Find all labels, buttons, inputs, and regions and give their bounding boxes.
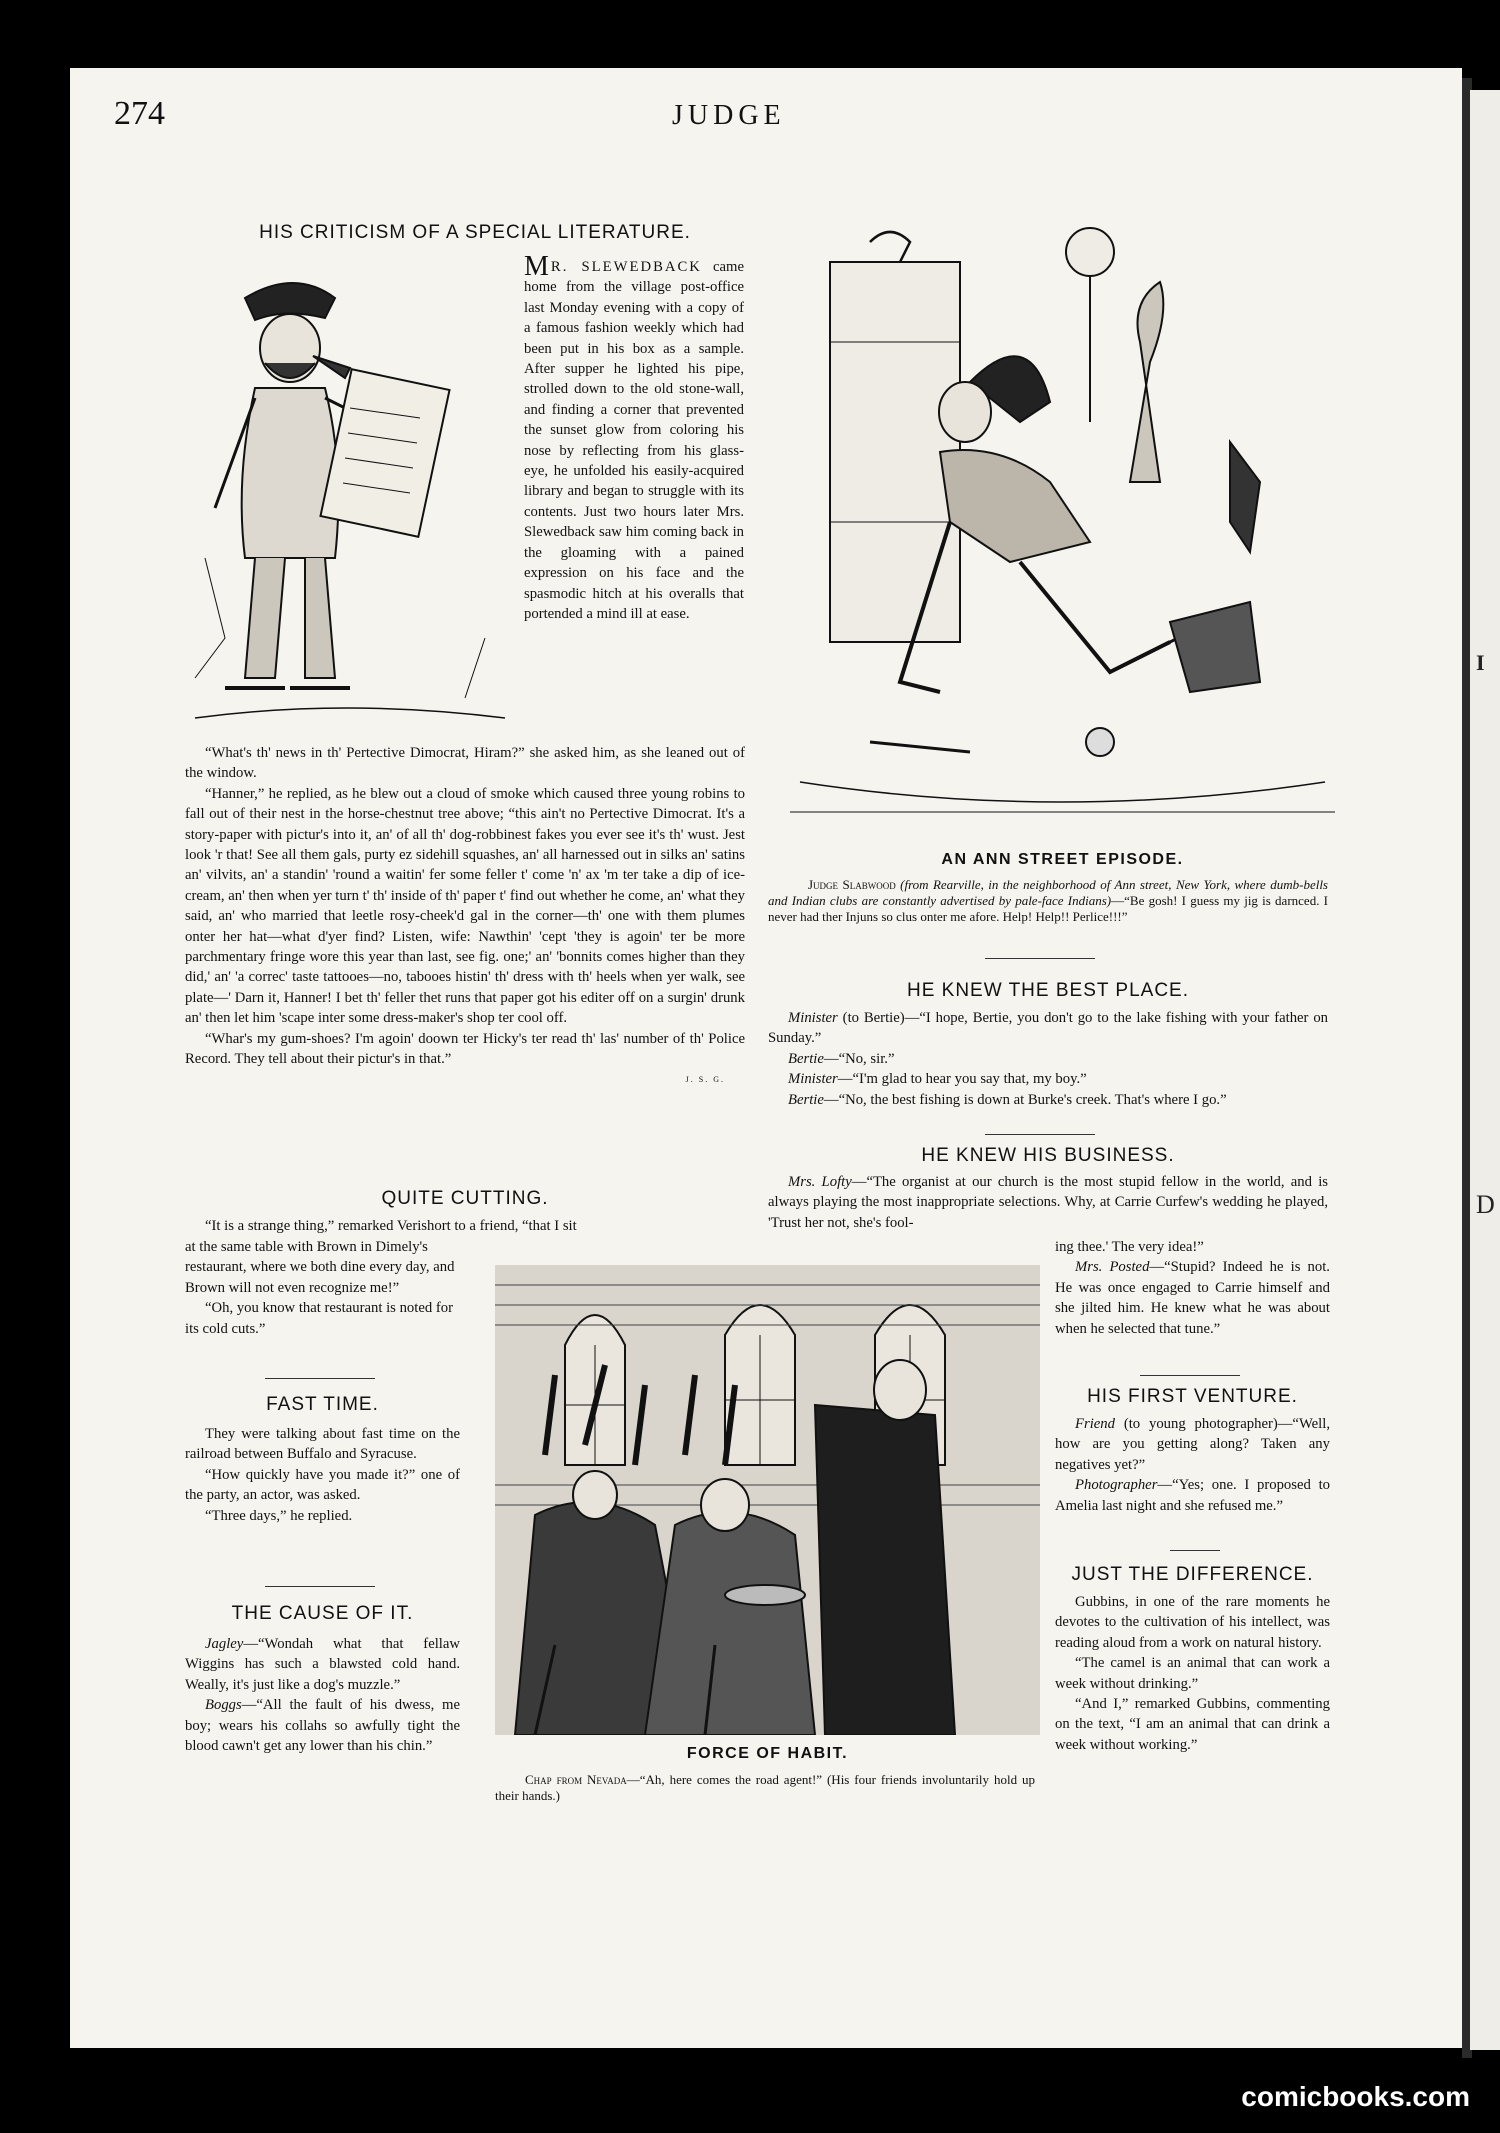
cause-line1: —“Wondah what that fellaw Wiggins has such a blawsted cold hand. Weally, it's just like a dog's muzzle.” — [185, 1636, 460, 1693]
criticism-p1: “What's th' news in th' Pertective Dimocrat, Hiram?” she asked him, as she leaned out of the window. — [185, 745, 745, 782]
ann-street-caption-title: AN ANN STREET EPISODE. — [941, 851, 1184, 868]
best-place-s1: Minister — [788, 1010, 838, 1026]
venture-l1: (to young photographer)—“Well, how are you getting along? Taken any negatives yet?” — [1055, 1416, 1330, 1473]
masthead: JUDGE — [672, 100, 786, 131]
best-place-l3: —“I'm glad to hear you say that, my boy.” — [837, 1071, 1087, 1088]
cause-body — [185, 1634, 460, 1756]
business-l1a: —“The organist at our church is the most stupid fellow in the world, and is always playing the most inappropriate selections. Why, at Carrie Curfew's wedding he played, 'Trust her not, she's fool- — [768, 1174, 1329, 1231]
fast-time-p1: They were talking about fast time on the railroad between Buffalo and Syracuse. — [185, 1426, 460, 1463]
divider — [265, 1586, 375, 1587]
cutting-line1 — [185, 1216, 745, 1236]
difference-body — [1055, 1592, 1330, 1755]
business-body — [1055, 1237, 1330, 1339]
ann-street-drawing — [790, 222, 1335, 832]
difference-p3: “And I,” remarked Gubbins, commenting on the text, “I am an animal that can drink a week without working.” — [1055, 1696, 1330, 1753]
cutting-title: QUITE CUTTING. — [381, 1188, 549, 1209]
habit-caption — [495, 1772, 1035, 1804]
criticism-p3: “Whar's my gum-shoes? I'm agoin' doown ter Hicky's ter read th' las' number of th' Police Record. They tell about their pictur's in that.” — [185, 1030, 745, 1068]
ann-street-note: (from Rearville, in the neighborhood of Ann street, New York, where dumb-bells and Indian clubs are constantly advertised by pale-face Indians) — [768, 877, 1328, 908]
fast-time-title: FAST TIME. — [266, 1394, 379, 1415]
business-l1b: ing thee.' The very idea!” — [1055, 1239, 1204, 1255]
cutting-p1a: “It is a strange thing,” remarked Verishort to a friend, “that I sit — [205, 1218, 577, 1234]
business-l2: —“Stupid? Indeed he is not. He was once engaged to Carrie himself and she jilted him. He knew what he was about when he selected that tune.” — [1055, 1259, 1330, 1337]
best-place-l4: —“No, the best fishing is down at Burke's creek. That's where I go.” — [823, 1091, 1227, 1108]
force-of-habit-illustration — [495, 1265, 1040, 1735]
criticism-signature: J. S. G. — [685, 1074, 725, 1084]
cutting-body — [185, 1237, 460, 1339]
divider — [1140, 1375, 1240, 1376]
difference-p2: “The camel is an animal that can work a week without drinking.” — [1055, 1655, 1330, 1692]
ann-street-line: —“Be gosh! I guess my jig is darnced. I never had ther Injuns so clus onter me afore. Help! Help!! Perlice!!!” — [768, 893, 1329, 924]
divider — [985, 958, 1095, 959]
farmer-illustration — [185, 258, 515, 728]
divider — [985, 1134, 1095, 1135]
business-s1: Mrs. Lofty — [788, 1174, 852, 1190]
church-drawing — [495, 1265, 1040, 1735]
cutting-p1b: at the same table with Brown in Dimely's restaurant, where we both dine every day, and Brown will not even recognize me!” — [185, 1239, 455, 1296]
best-place-l2: —“No, sir.” — [823, 1050, 895, 1067]
adjacent-page-edge: I D — [1470, 90, 1500, 2050]
drop-cap: M — [524, 251, 549, 282]
venture-s2: Photographer — [1075, 1477, 1158, 1494]
venture-l2: —“Yes; one. I proposed to Amelia last night and she refused me.” — [1055, 1477, 1330, 1514]
page-number: 274 — [114, 95, 165, 132]
ann-street-speaker: Judge Slabwood — [808, 877, 896, 892]
venture-s1: Friend — [1075, 1416, 1115, 1432]
best-place-s2: Bertie — [788, 1050, 824, 1067]
divider — [265, 1378, 375, 1379]
difference-title: JUST THE DIFFERENCE. — [1071, 1564, 1314, 1585]
venture-title: HIS FIRST VENTURE. — [1087, 1386, 1298, 1407]
best-place-l1: (to Bertie)—“I hope, Bertie, you don't go to the lake fishing with your father on Sunday.” — [768, 1010, 1329, 1047]
best-place-s4: Bertie — [788, 1091, 824, 1108]
difference-p1: Gubbins, in one of the rare moments he devotes to the cultivation of his intellect, was reading aloud from a work on natural history. — [1055, 1594, 1330, 1651]
habit-line: —“Ah, here comes the road agent!” (His four friends involuntarily hold up their hands.) — [495, 1772, 1035, 1803]
business-title: HE KNEW HIS BUSINESS. — [921, 1145, 1175, 1166]
venture-body — [1055, 1414, 1330, 1516]
criticism-p2: “Hanner,” he replied, as he blew out a cloud of smoke which caused three young robins to fall out of their nest in the horse-chestnut tree above; “this ain't no Pertective Dimocrat. It's a story-paper with pictur's into it, an' of all th' dog-robbinest fakes you ever see it's th' wust. Jest look 'r that! See all them gals, purty ez sidehill squashes, an' all harnessed out in silks an' satins an' vilvits, an' a standin' 'round a waitin' fer some feller t' come 'n' ax 'm ter take a dip of ice-cream, an' then when yer turn t' th' inside of th' paper t' find out whether he come, an' what they said, an' who married that leetle rosy-cheek'd gal in the corner—th' one with them plumes onter her hat—what d'yer find? Listen, wife: Nawthin' 'cept 'they is agoin' ter be more parchmentary fringe wore this year than last, see fig. one;' an' 'bonnits comes higher than they did,' an' 'a correc' taste tattooes—no, tabooes histin' th' dress with th' heels when yer walk, see plate—' Darn it, Hanner! I bet th' feller thet runs that paper got his editer off on a surgin' drunk an' then let him 'scape inter some dress-maker's shop ter cool off. — [185, 785, 745, 1027]
ann-street-caption — [768, 877, 1328, 925]
cause-title: THE CAUSE OF IT. — [231, 1603, 414, 1624]
fast-time-p3: “Three days,” he replied. — [205, 1507, 353, 1524]
business-body-top — [768, 1172, 1328, 1233]
criticism-title: HIS CRITICISM OF A SPECIAL LITERATURE. — [259, 222, 691, 243]
site-watermark: comicbooks.com — [1241, 2081, 1470, 2112]
farmer-drawing — [185, 258, 515, 728]
cause-speaker1: Jagley — [205, 1636, 244, 1652]
best-place-body — [768, 1008, 1328, 1110]
criticism-lead — [524, 251, 744, 624]
lead-text: came home from the village post-office last Monday evening with a copy of a famous fashion weekly which had been put in his box as a sample. After supper he lighted his pipe, strolled down to the old stone-wall, and finding a corner that prevented the sunset glow from coloring his nose by reflecting from his glass-eye, he unfolded his easily-acquired library and began to struggle with its contents. Just two hours later Mrs. Slewedback saw him coming back in the gloaming with a pained expression on his face and the spasmodic hitch at his overalls that portended a mind ill at ease. — [524, 259, 744, 622]
habit-speaker: Chap from Nevada — [525, 1772, 627, 1787]
cause-speaker2: Boggs — [205, 1697, 242, 1714]
best-place-title: HE KNEW THE BEST PLACE. — [906, 980, 1190, 1001]
best-place-s3: Minister — [788, 1071, 838, 1088]
divider — [1170, 1550, 1220, 1551]
cutting-p2: “Oh, you know that restaurant is noted for its cold cuts.” — [185, 1300, 453, 1337]
lead-smallcaps: R. SLEWEDBACK — [550, 259, 702, 275]
criticism-body — [185, 743, 745, 1090]
habit-caption-title: FORCE OF HABIT. — [686, 1745, 849, 1762]
cause-line2: —“All the fault of his dwess, me boy; wears his collahs so awfully tight the blood cawn't get any lower than his chin.” — [185, 1697, 460, 1755]
fast-time-body — [185, 1424, 460, 1526]
business-s2: Mrs. Posted — [1075, 1259, 1150, 1276]
ann-street-illustration — [790, 222, 1335, 832]
fast-time-p2: “How quickly have you made it?” one of the party, an actor, was asked. — [185, 1466, 460, 1504]
